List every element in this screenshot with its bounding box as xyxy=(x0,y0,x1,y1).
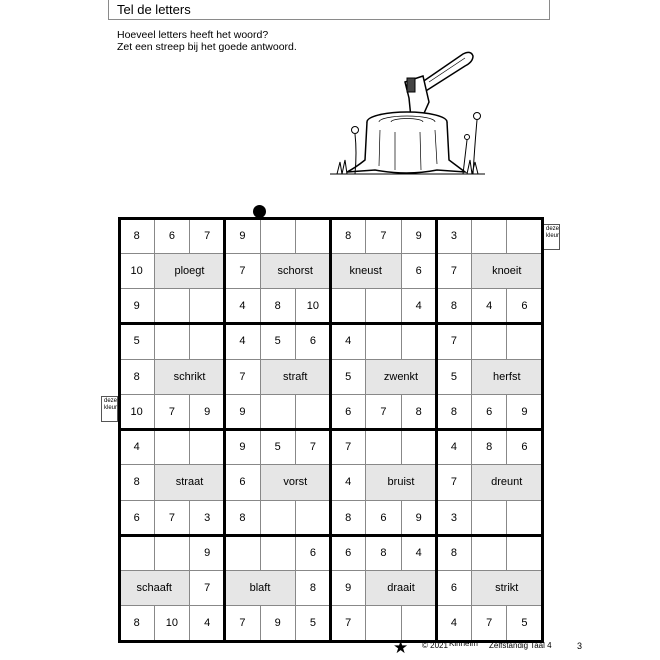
grid-line xyxy=(260,359,261,394)
grid-line xyxy=(365,359,366,394)
grid-line xyxy=(154,606,155,641)
grid-line xyxy=(189,430,190,465)
number-cell xyxy=(507,535,542,570)
number-cell: 9 xyxy=(239,405,246,418)
number-cell xyxy=(472,218,507,253)
grid-line xyxy=(295,218,296,253)
word-cell: schrikt xyxy=(154,359,225,394)
word-cell: straft xyxy=(260,359,331,394)
number-cell: 7 xyxy=(450,476,457,489)
grid-line xyxy=(365,218,366,253)
grid-line xyxy=(506,289,507,324)
grid-line xyxy=(189,535,190,570)
block-border xyxy=(435,217,438,643)
number-cell xyxy=(154,289,189,324)
word-cell: strikt xyxy=(472,571,543,606)
grid-line xyxy=(295,324,296,359)
number-cell: 6 xyxy=(486,405,493,418)
grid-line xyxy=(471,324,472,359)
number-cell: 6 xyxy=(345,405,352,418)
number-cell: 6 xyxy=(168,229,175,242)
word-cell: knoeit xyxy=(472,253,543,288)
number-cell: 9 xyxy=(521,405,528,418)
grid-line xyxy=(365,430,366,465)
grid-line xyxy=(154,535,155,570)
number-cell: 8 xyxy=(345,511,352,524)
grid-line xyxy=(260,218,261,253)
letter-count-grid xyxy=(119,218,542,641)
number-cell: 4 xyxy=(415,300,422,313)
block-border xyxy=(541,217,544,643)
block-border xyxy=(118,640,544,643)
grid-line xyxy=(189,394,190,429)
word-cell: ploegt xyxy=(154,253,225,288)
grid-line xyxy=(365,535,366,570)
number-cell: 4 xyxy=(239,300,246,313)
grid-line xyxy=(365,324,366,359)
number-cell: 6 xyxy=(309,335,316,348)
grid-line xyxy=(401,430,402,465)
number-cell: 10 xyxy=(165,617,178,630)
grid-line xyxy=(365,394,366,429)
number-cell: 10 xyxy=(130,264,143,277)
number-cell xyxy=(507,500,542,535)
grid-line xyxy=(506,500,507,535)
grid-line xyxy=(189,218,190,253)
word-cell: blaft xyxy=(225,571,296,606)
number-cell xyxy=(154,535,189,570)
number-cell: 6 xyxy=(415,264,422,277)
number-cell: 4 xyxy=(345,335,352,348)
number-cell: 4 xyxy=(486,300,493,313)
number-cell: 8 xyxy=(450,405,457,418)
grid-line xyxy=(471,218,472,253)
number-cell: 3 xyxy=(204,511,211,524)
grid-line xyxy=(365,571,366,606)
footer-series: Zelfstandig Taal 4 xyxy=(489,641,552,650)
number-cell: 8 xyxy=(486,441,493,454)
number-cell: 6 xyxy=(521,300,528,313)
number-cell: 7 xyxy=(204,229,211,242)
page-title: Tel de letters xyxy=(117,2,191,17)
grid-line xyxy=(154,324,155,359)
grid-line xyxy=(365,606,366,641)
grid-line xyxy=(295,571,296,606)
number-cell: 7 xyxy=(204,582,211,595)
grid-line xyxy=(295,500,296,535)
grid-line xyxy=(154,500,155,535)
color-key-right: deze kleur xyxy=(543,224,560,250)
grid-line xyxy=(154,253,155,288)
word-cell: dreunt xyxy=(472,465,543,500)
number-cell xyxy=(366,606,401,641)
grid-line xyxy=(471,253,472,288)
grid-line xyxy=(260,465,261,500)
number-cell: 4 xyxy=(133,441,140,454)
number-cell: 7 xyxy=(168,405,175,418)
page-number: 3 xyxy=(577,641,583,651)
grid-line xyxy=(401,535,402,570)
grid-line xyxy=(471,571,472,606)
grid-line xyxy=(260,430,261,465)
number-cell: 7 xyxy=(239,617,246,630)
number-cell xyxy=(401,324,436,359)
number-cell xyxy=(154,324,189,359)
number-cell: 8 xyxy=(345,229,352,242)
grid-line xyxy=(365,500,366,535)
number-cell xyxy=(507,324,542,359)
number-cell xyxy=(401,606,436,641)
number-cell xyxy=(260,500,295,535)
grid-line xyxy=(154,394,155,429)
grid-line xyxy=(295,535,296,570)
instruction-line-1: Hoeveel letters heeft het woord? xyxy=(117,29,269,41)
number-cell: 4 xyxy=(345,476,352,489)
footer-copyright: © 2021 xyxy=(422,641,448,650)
number-cell xyxy=(260,535,295,570)
number-cell: 7 xyxy=(380,229,387,242)
number-cell: 8 xyxy=(133,370,140,383)
number-cell xyxy=(225,535,260,570)
grid-line xyxy=(154,465,155,500)
grid-line xyxy=(401,606,402,641)
word-cell: straat xyxy=(154,465,225,500)
footer-brand: Kinheim xyxy=(449,639,478,648)
number-cell xyxy=(331,289,366,324)
grid-line xyxy=(401,289,402,324)
grid-line xyxy=(189,606,190,641)
grid-line xyxy=(154,430,155,465)
grid-line xyxy=(506,606,507,641)
word-cell: zwenkt xyxy=(366,359,437,394)
grid-line xyxy=(295,289,296,324)
number-cell xyxy=(295,394,330,429)
grid-line xyxy=(154,289,155,324)
number-cell: 8 xyxy=(133,476,140,489)
number-cell: 10 xyxy=(306,300,319,313)
number-cell: 9 xyxy=(239,441,246,454)
number-cell: 4 xyxy=(450,617,457,630)
grid-line xyxy=(189,571,190,606)
number-cell: 9 xyxy=(133,300,140,313)
grid-line xyxy=(401,394,402,429)
number-cell xyxy=(366,430,401,465)
grid-line xyxy=(260,606,261,641)
grid-line xyxy=(471,430,472,465)
number-cell: 5 xyxy=(274,441,281,454)
number-cell xyxy=(190,430,225,465)
number-cell: 5 xyxy=(521,617,528,630)
grid-line xyxy=(189,500,190,535)
number-cell: 9 xyxy=(204,405,211,418)
number-cell: 3 xyxy=(450,511,457,524)
number-cell xyxy=(472,500,507,535)
number-cell: 6 xyxy=(309,546,316,559)
number-cell: 8 xyxy=(274,300,281,313)
number-cell: 4 xyxy=(204,617,211,630)
grid-line xyxy=(471,500,472,535)
grid-line xyxy=(154,359,155,394)
grid-line xyxy=(506,218,507,253)
word-cell: herfst xyxy=(472,359,543,394)
number-cell: 8 xyxy=(133,229,140,242)
star-icon: ★ xyxy=(393,638,409,657)
word-cell: schaaft xyxy=(119,571,190,606)
number-cell: 7 xyxy=(239,370,246,383)
number-cell: 6 xyxy=(133,511,140,524)
grid-line xyxy=(260,289,261,324)
grid-line xyxy=(295,606,296,641)
number-cell: 6 xyxy=(380,511,387,524)
number-cell: 7 xyxy=(239,264,246,277)
word-cell: draait xyxy=(366,571,437,606)
grid-line xyxy=(401,253,402,288)
number-cell: 7 xyxy=(309,441,316,454)
number-cell: 6 xyxy=(239,476,246,489)
grid-line xyxy=(506,324,507,359)
number-cell: 9 xyxy=(204,546,211,559)
number-cell: 4 xyxy=(450,441,457,454)
number-cell: 8 xyxy=(380,546,387,559)
number-cell: 7 xyxy=(345,441,352,454)
number-cell xyxy=(260,218,295,253)
number-cell: 9 xyxy=(415,511,422,524)
grid-line xyxy=(154,218,155,253)
grid-line xyxy=(471,465,472,500)
grid-line xyxy=(365,465,366,500)
color-key-left: deze kleur xyxy=(101,396,118,422)
word-cell: vorst xyxy=(260,465,331,500)
word-cell: bruist xyxy=(366,465,437,500)
number-cell xyxy=(190,324,225,359)
grid-line xyxy=(401,324,402,359)
grid-line xyxy=(471,394,472,429)
grid-line xyxy=(260,324,261,359)
grid-line xyxy=(471,289,472,324)
number-cell xyxy=(260,394,295,429)
number-cell: 8 xyxy=(415,405,422,418)
instruction-line-2: Zet een streep bij het goede antwoord. xyxy=(117,41,297,53)
number-cell: 4 xyxy=(239,335,246,348)
number-cell: 8 xyxy=(450,546,457,559)
number-cell: 5 xyxy=(133,335,140,348)
grid-line xyxy=(471,359,472,394)
number-cell: 10 xyxy=(130,405,143,418)
number-cell xyxy=(366,324,401,359)
number-cell: 8 xyxy=(133,617,140,630)
number-cell: 8 xyxy=(239,511,246,524)
grid-line xyxy=(260,500,261,535)
number-cell xyxy=(472,324,507,359)
number-cell: 7 xyxy=(168,511,175,524)
grid-line xyxy=(260,394,261,429)
number-cell: 7 xyxy=(450,264,457,277)
axe-in-stump-illustration xyxy=(325,42,490,182)
number-cell: 4 xyxy=(415,546,422,559)
number-cell: 9 xyxy=(415,229,422,242)
grid-line xyxy=(295,394,296,429)
block-border xyxy=(118,534,544,537)
grid-line xyxy=(401,500,402,535)
grid-line xyxy=(365,289,366,324)
number-cell xyxy=(154,430,189,465)
number-cell xyxy=(190,289,225,324)
number-cell xyxy=(119,535,154,570)
number-cell: 6 xyxy=(450,582,457,595)
number-cell xyxy=(507,218,542,253)
number-cell: 5 xyxy=(345,370,352,383)
number-cell: 5 xyxy=(450,370,457,383)
number-cell xyxy=(472,535,507,570)
number-cell: 9 xyxy=(274,617,281,630)
grid-line xyxy=(295,430,296,465)
number-cell: 6 xyxy=(521,441,528,454)
number-cell xyxy=(401,430,436,465)
number-cell: 3 xyxy=(450,229,457,242)
word-cell: schorst xyxy=(260,253,331,288)
number-cell xyxy=(295,500,330,535)
number-cell: 8 xyxy=(450,300,457,313)
number-cell: 7 xyxy=(486,617,493,630)
grid-line xyxy=(260,535,261,570)
number-cell: 6 xyxy=(345,546,352,559)
grid-line xyxy=(471,606,472,641)
number-cell xyxy=(295,218,330,253)
number-cell: 7 xyxy=(380,405,387,418)
number-cell: 8 xyxy=(309,582,316,595)
number-cell: 5 xyxy=(274,335,281,348)
number-cell: 9 xyxy=(239,229,246,242)
grid-line xyxy=(189,324,190,359)
number-cell: 5 xyxy=(309,617,316,630)
grid-line xyxy=(260,253,261,288)
word-cell: kneust xyxy=(331,253,402,288)
number-cell: 7 xyxy=(450,335,457,348)
grid-line xyxy=(506,394,507,429)
block-border xyxy=(118,428,544,431)
grid-line xyxy=(506,430,507,465)
number-cell xyxy=(366,289,401,324)
grid-line xyxy=(189,289,190,324)
number-cell: 7 xyxy=(345,617,352,630)
grid-line xyxy=(506,535,507,570)
grid-line xyxy=(401,218,402,253)
number-cell: 9 xyxy=(345,582,352,595)
grid-line xyxy=(471,535,472,570)
